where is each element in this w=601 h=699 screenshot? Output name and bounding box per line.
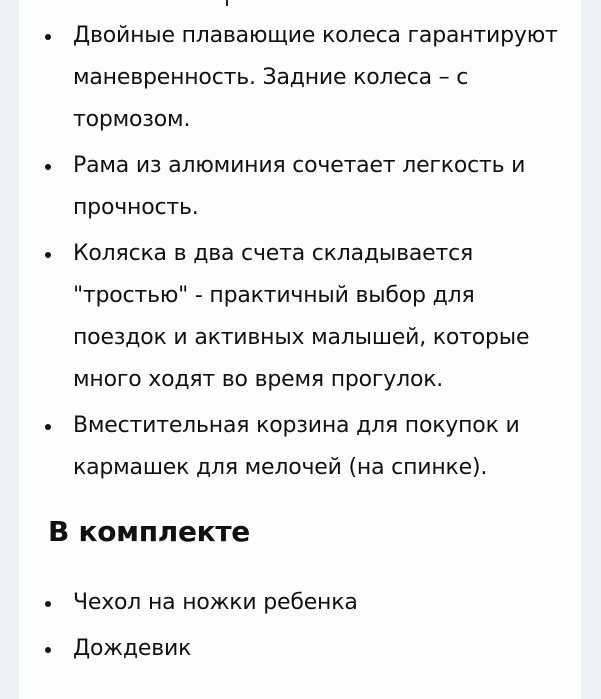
bullet-icon [45, 164, 51, 170]
bullet-icon [45, 601, 51, 607]
list-item [19, 405, 559, 489]
bullet-icon [45, 34, 51, 40]
list-item-text: Двойные плавающие колеса гарантируют маневренность. Задние колеса – с тормозом. [73, 23, 558, 132]
list-item [19, 582, 559, 624]
clipped-text-fragment [226, 0, 228, 6]
list-item [19, 145, 559, 229]
features-list [19, 15, 559, 493]
bullet-icon [45, 424, 51, 430]
product-description-card [19, 0, 581, 699]
list-item-text: Дождевик [73, 636, 192, 661]
package-list [19, 582, 559, 674]
list-item-text: Коляска в два счета складывается "тростью" - практичный выбор для поездок и активных малышей, которые много ходят во время прогулок. [73, 241, 530, 392]
list-item [19, 628, 559, 670]
list-item-text: Чехол на ножки ребенка [73, 590, 358, 615]
package-heading: В комплекте [48, 515, 250, 548]
bullet-icon [45, 252, 51, 258]
list-item-text: Вместительная корзина для покупок и кармашек для мелочей (на спинке). [73, 413, 520, 480]
list-item [19, 233, 559, 401]
list-item-text: Рама из алюминия сочетает легкость и прочность. [73, 153, 526, 220]
list-item [19, 15, 559, 141]
bullet-icon [45, 647, 51, 653]
